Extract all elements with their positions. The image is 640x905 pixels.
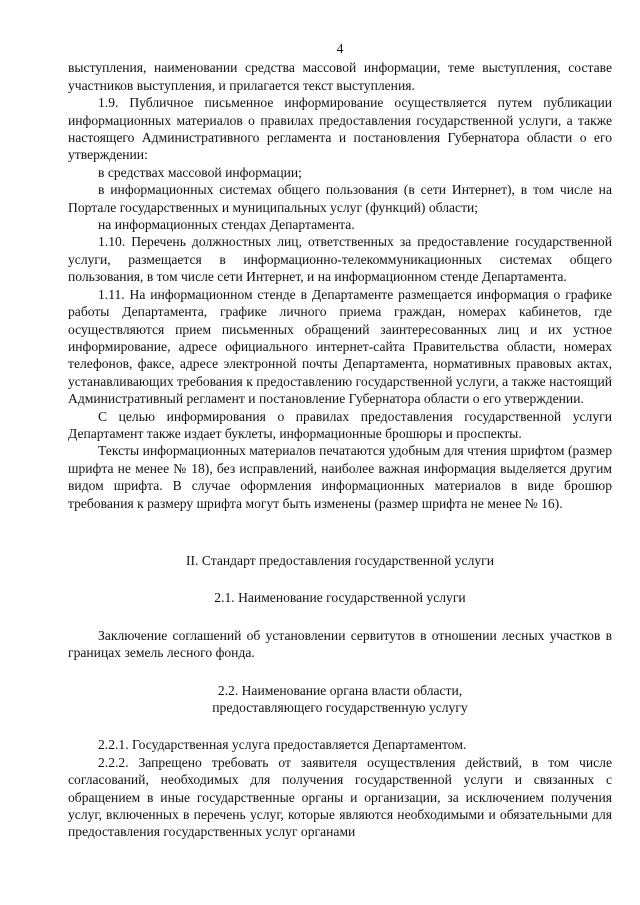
paragraph-mass-media: в средствах массовой информации;	[98, 164, 302, 180]
subsection-2-1-text: Заключение соглашений об установлении сервитутов в отношении лесных участков в границах земель лесного фонда.	[68, 627, 612, 661]
paragraph-1-11: 1.11. На информационном стенде в Департаменте размещается информация о графике работы Департамента, графике личного приема граждан, номерах кабинетов, где осуществляются прием письменных обращений заинтересованных лиц и их устное информирование, адресе официального интернет-сайта Правительства области, номерах телефонов, факсе, адресе электронной почты Департамента, нормативных правовых актах, устанавливающих требования к предоставлению государственной услуги, а также настоящий Административный регламент и постановление Губернатора области о его утверждении.	[68, 286, 612, 407]
paragraph-2-2-2: 2.2.2. Запрещено требовать от заявителя осуществления действий, в том числе согласований, необходимых для получения государственной услуги и связанных с обращением в иные государственные органы и организации, за исключением получения услуг, включенных в перечень услуг, которые являются необходимыми и обязательными для предоставления государственных услуг органами	[68, 754, 612, 840]
paragraph-2-2-1: 2.2.1. Государственная услуга предоставляется Департаментом.	[98, 737, 467, 753]
paragraph-info-stands: на информационных стендах Департамента.	[98, 217, 355, 233]
page-number: 4	[336, 41, 344, 56]
paragraph-1-9: 1.9. Публичное письменное информирование осуществляется путем публикации информационных материалов о правилах предоставления государственной услуги, а также настоящего Административного регламента и постановления Губернатора области о его утверждении:	[68, 95, 612, 163]
paragraph-continuation: выступления, наименовании средства массовой информации, теме выступления, составе участников выступления, и прилагается текст выступления.	[68, 60, 612, 93]
paragraph-info-systems: в информационных системах общего пользования (в сети Интернет), в том числе на Портале государственных и муниципальных услуг (функций) области;	[68, 182, 612, 215]
spacer	[68, 607, 612, 627]
spacer	[68, 569, 612, 589]
section-title: II. Стандарт предоставления государственной услуги	[185, 552, 494, 568]
paragraph-font-size: Тексты информационных материалов печатаются удобным для чтения шрифтом (размер шрифта не менее № 18), без исправлений, наиболее важная информация выделяется другим видом шрифта. В случае оформления информационных материалов в виде брошюр требования к размеру шрифта могут быть изменены (размер шрифта не менее № 16).	[68, 443, 612, 511]
paragraph-booklets: С целью информирования о правилах предоставления государственной услуги Департамент также издает буклеты, информационные брошюры и проспекты.	[68, 408, 612, 441]
subsection-2-1-title: 2.1. Наименование государственной услуги	[214, 590, 466, 606]
subsection-2-2-title-line1: 2.2. Наименование органа власти области,	[217, 682, 463, 698]
spacer	[68, 662, 612, 682]
spacer	[68, 512, 612, 552]
paragraph-1-10: 1.10. Перечень должностных лиц, ответственных за предоставление государственной услуги, размещается в информационно-телекоммуникационных системах общего пользования, в том числе сети Интернет, и на информационном стенде Департамента.	[68, 234, 612, 285]
subsection-2-2-title-line2: предоставляющего государственную услугу	[212, 700, 468, 715]
spacer	[68, 716, 612, 736]
